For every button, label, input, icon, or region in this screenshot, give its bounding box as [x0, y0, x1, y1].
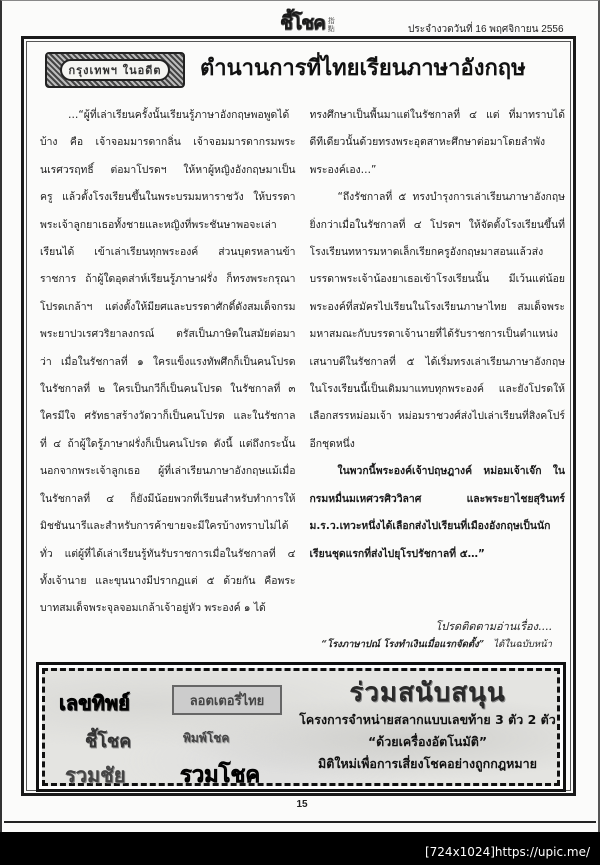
article-frame: [21, 36, 576, 796]
issue-date: ประจำงวดวันที่ 16 พฤศจิกายน 2556: [408, 24, 564, 35]
article-text-line: มิชชันนารีและสำหรับการค้าขายจะมีใครบ้างทราบไม่ได้: [40, 520, 289, 533]
article-text-line: โรงเรียนทหารมหาดเล็กเรียกครูอังกฤษมาสอนแล้วส่ง: [309, 246, 544, 259]
advertisement-dashed-border: [42, 668, 560, 786]
article-text-line: ม.ร.ว.เทวะหนึ่งได้เลือกส่งไปเรียนที่เมืองอังกฤษเป็นนัก: [309, 520, 551, 533]
article-title: ตำนานการที่ไทยเรียนภาษาอังกฤษ: [200, 56, 526, 81]
article-text-line: มหาสมณะกับบรรดาเจ้านายที่ได้รับราชการเป็นตำแหน่ง: [309, 328, 558, 341]
article-text-line: นเรศวรฤทธิ์ ต่อมาโปรดฯ ให้หาผู้หญิงอังกฤษมาเป็น: [40, 163, 296, 176]
article-text-line: อีกชุดหนึ่ง: [309, 437, 355, 450]
article-text-line: นอกจากพระเจ้าลูกเธอ ผู้ที่เล่าเรียนภาษาอังกฤษแม้เมื่อ: [40, 465, 296, 478]
article-text-line: ทั่ว แต่ผู้ที่ได้เล่าเรียนรู้ทันรับราชการเมื่อในรัชกาลที่ ๔: [40, 547, 296, 560]
brand-ruamchok-logo: รวมโชค: [180, 763, 261, 788]
article-text-line: พระยาปวเรศวริยาลงกรณ์ ตรัสเป็นภาษิตในสมัยต่อมา: [40, 328, 296, 341]
article-text-line: ในรัชกาลที่ ๔ ก็ยังมีน้อยพวกที่เรียนสำหรับทำการให้: [40, 492, 296, 505]
article-text-line: ยิ่งกว่าเมื่อในรัชกาลที่ ๔ โปรดฯ ให้จัดตั้งโรงเรียนขึ้นที่: [309, 218, 565, 231]
logo-chinese-characters: 指 點: [327, 17, 335, 33]
section-badge-label: กรุงเทพฯ ในอดีต: [60, 59, 170, 81]
article-text-line: ในพวกนี้พระองค์เจ้าปฤษฎางค์ หม่อมเจ้าเจ๊ก ใน: [337, 465, 565, 478]
right-column: [310, 102, 566, 617]
advertisement-line-3: มิติใหม่เพื่อการเสี่ยงโชคอย่างถูกกฎหมาย: [317, 756, 538, 771]
advertisement: [36, 662, 566, 792]
article-text-line: พระองค์เอง…”: [309, 163, 377, 176]
article-text-line: ใครมีใจ ศรัทธาสร้างวัดวาก็เป็นคนโปรด และในรัชกาล: [40, 410, 296, 423]
brand-pimchok-logo: พิมพ์โชค: [183, 731, 230, 745]
article-text-line: โปรดเกล้าฯ แต่งตั้งให้มียศและบรรดาศักดิ์ดังสมเด็จกรม: [40, 300, 296, 313]
article-text-line: ครู แล้วตั้งโรงเรียนขึ้นในพระบรมมหาราชวัง ให้บรรดา: [40, 191, 296, 204]
article-text-line: เรียนชุดแรกที่ส่งไปยุโรปรัชกาลที่ ๕…”: [309, 547, 485, 560]
article-text-line: พระเจ้าลูกยาเธอทั้งชายและหญิงที่พระชันษาพอจะเล่า: [40, 218, 277, 231]
article-text-line: เรียนได้ เข้าเล่าเรียนทุกพระองค์ ส่วนบุตรหลานข้า: [40, 246, 296, 259]
page-number: 15: [296, 799, 308, 810]
publication-logo: [280, 13, 335, 33]
article-text-line: “ถึงรัชกาลที่ ๕ ทรงบำรุงการเล่าเรียนภาษาอังกฤษ: [337, 191, 565, 204]
article-text-line: ว่า เมื่อในรัชกาลที่ ๑ ใครแข็งแรงทัพศึกก็เป็นคนโปรด: [40, 355, 296, 368]
article-text-line: กรมหมื่นมเหศวรศิววิลาศ และพระยาไชยสุรินทร์: [309, 492, 565, 505]
article-text-line: ที่ ๔ ถ้าผู้ใดรู้ภาษาฝรั่งก็เป็นคนโปรด ดังนี้ แต่ถึงกระนั้น: [40, 437, 296, 450]
section-badge-ornament: [45, 52, 185, 88]
article-text-line: พระองค์ที่สมัครไปเรียนในโรงเรียนภาษาไทย สมเด็จพระ: [309, 300, 565, 313]
next-issue-suffix: ได้ในฉบับหน้า: [493, 639, 552, 650]
article-text-line: …“ผู้ที่เล่าเรียนครั้งนั้นเรียนรู้ภาษาอังกฤษพอพูดได้: [68, 109, 290, 121]
article-text-line: บรรดาพระเจ้าน้องยาเธอเข้าโรงเรียนนั้น มีเว้นแต่น้อย: [309, 273, 565, 286]
article-body: [40, 102, 565, 617]
advertisement-headline: ร่วมสนับสนุน: [349, 678, 506, 708]
masthead: [2, 1, 600, 37]
article-text-line: บาทสมเด็จพระจุลจอมเกล้าเจ้าอยู่หัว พระองค์ ๑ ได้: [40, 602, 266, 615]
article-frame-inner: [26, 41, 571, 791]
image-host-watermark: [724x1024]https://upic.me/: [424, 845, 590, 859]
article-text-line: เลือกสรรหม่อมเจ้า หม่อมราชวงศ์ส่งไปเล่าเรียนที่สิงคโปร์: [309, 410, 565, 423]
brand-ruamchai-logo: รวมชัย: [65, 763, 126, 787]
article-text-line: ราชการ ถ้าผู้ใดอุตส่าห์เรียนรู้ภาษาฝรั่ง ก็ทรงพระกรุณา: [40, 273, 296, 286]
continue-reading-note: โปรดติดตามอ่านเรื่อง....: [435, 620, 552, 633]
left-column: [40, 102, 296, 617]
page-bottom-rule: [4, 821, 596, 823]
advertisement-line-1: โครงการจำหน่ายสลากแบบเลขท้าย 3 ตัว 2 ตัว: [299, 712, 556, 727]
article-text-line: ทรงศึกษาเป็นพื้นมาแต่ในรัชกาลที่ ๔ แต่ ที่มาทราบได้: [309, 109, 565, 121]
article-text-line: ในรัชกาลที่ ๒ ใครเป็นกวีก็เป็นคนโปรด ในรัชกาลที่ ๓: [40, 383, 296, 396]
article-text-line: เสนาบดีในรัชกาลที่ ๕ ได้เริ่มทรงเล่าเรียนภาษาอังกฤษ: [309, 355, 565, 368]
logo-wordmark: ชี้โชค: [280, 12, 325, 34]
next-issue-title: “โรงภาษาปณ์ โรงทำเงินเมื่อแรกจัดตั้ง”: [321, 639, 485, 650]
article-text-line: ทั้งเจ้านาย และขุนนางมีปรากฏแต่ ๕ ด้วยกัน คือพระ: [40, 574, 296, 587]
article-text-line: ในโรงเรียนนี้เป็นเดิมมาแทบทุกพระองค์ และยังโปรดให้: [309, 383, 565, 396]
next-issue-teaser: [322, 637, 552, 652]
brand-lottery-thai-logo: ลอตเตอรี่ไทย: [172, 685, 282, 715]
advertisement-line-2: “ด้วยเครื่องอัตโนมัติ”: [367, 734, 488, 749]
article-text-line: ดีทีเดียวนั้นด้วยทรงพระอุตสาหะศึกษาต่อมาโดยลำพัง: [309, 136, 546, 149]
article-text-line: บ้าง คือ เจ้าจอมมารดากลิ่น เจ้าจอมมารดากรมพระ: [40, 136, 296, 149]
advertisement-copy: [295, 677, 560, 775]
brand-lekthip-logo: เลขทิพย์: [59, 691, 130, 715]
brand-chokchok-logo: ชี้โชค: [85, 731, 132, 752]
